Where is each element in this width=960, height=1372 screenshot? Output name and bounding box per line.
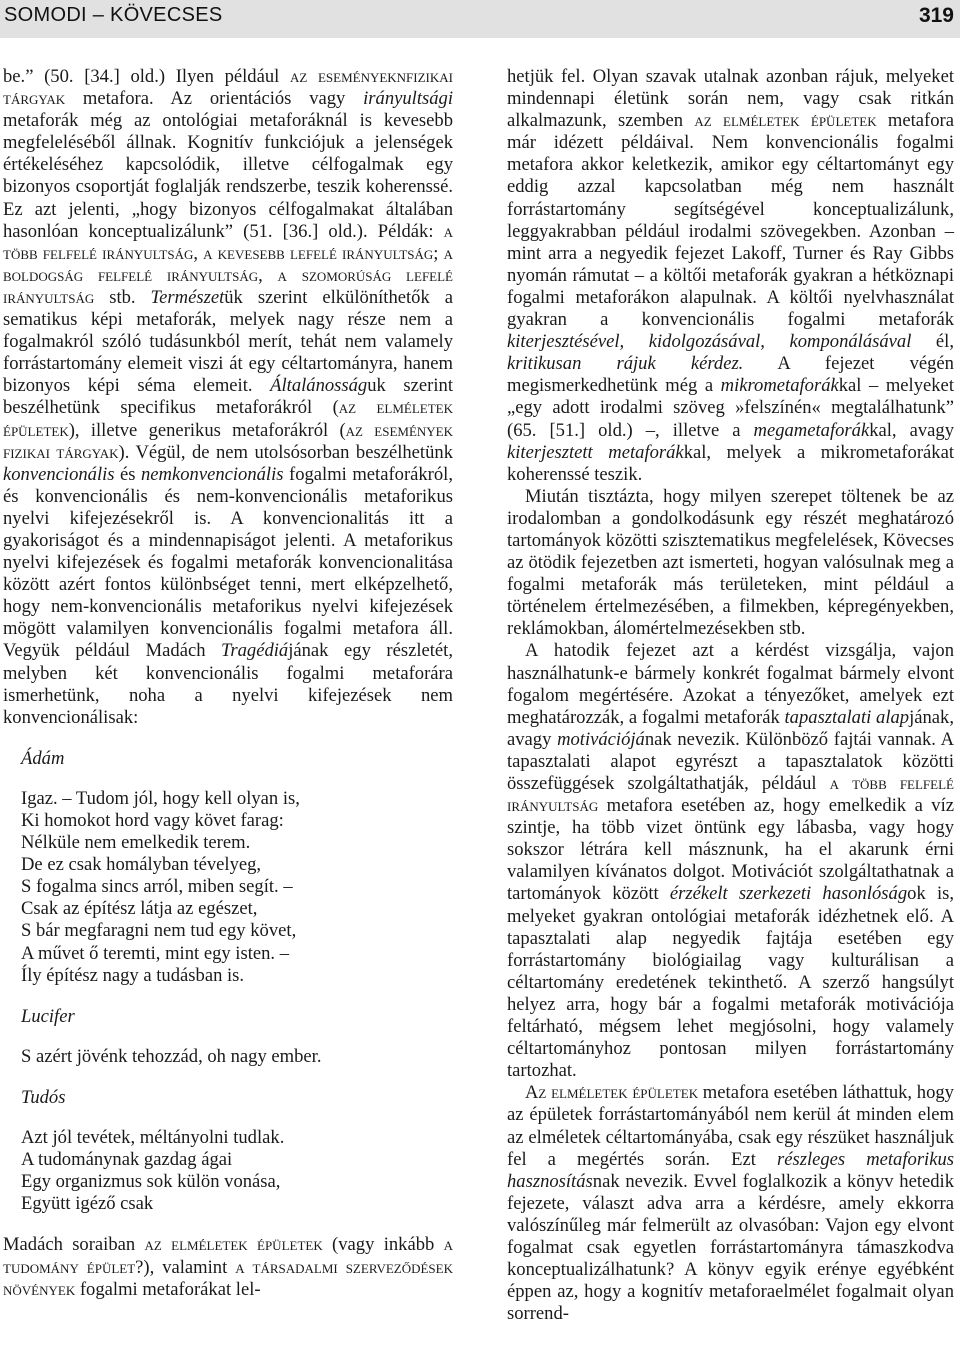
- text-run: és: [114, 463, 141, 485]
- text-run: ). Végül, de nem utolsósorban beszélhetünk: [118, 441, 453, 463]
- text-run: metafora. Az orientációs vagy: [65, 88, 364, 110]
- poem-line: Együtt igéző csak: [21, 1193, 154, 1215]
- small-caps-run: a több felfelé irányultság: [507, 773, 954, 817]
- italic-run: nemkonvencionális: [141, 463, 284, 485]
- paragraph: [3, 1234, 453, 1300]
- text-run: (vagy inkább: [322, 1234, 444, 1256]
- text-run: fogalmi metaforákat lel-: [75, 1278, 261, 1300]
- page-number: 319: [918, 4, 954, 27]
- poem-line: Nélküle nem emelkedik terem.: [21, 832, 251, 854]
- italic-run: mikrometaforák: [720, 375, 839, 397]
- italic-run: motivációjá: [557, 728, 645, 750]
- poem-line: S bár megfaragni nem tud egy követ,: [21, 920, 297, 942]
- text-run: nak nevezik. Különböző fajtái vannak. A tapasztalati alapot egyrészt a tapasztalatok közötti összefüggések szolgáltathatják, például: [507, 728, 955, 794]
- text-run: kal, avagy: [869, 419, 954, 441]
- italic-run: irányultsági: [363, 88, 453, 110]
- paragraph: [507, 1082, 954, 1325]
- small-caps-run: a több felfelé irányultság, a kevesebb lefelé irányultság; a boldogság felfelé irányultság, a szomorúság lefelé irányultság: [3, 220, 453, 308]
- text-run: jának egy részletét, melyben két konvencionális fogalmi metaforára ismerhetünk, noha a nyelvi kifejezések nem konvencionálisak:: [3, 640, 453, 728]
- running-head-authors: SOMODI – KÖVECSES: [4, 4, 223, 26]
- text-run: él,: [911, 331, 954, 353]
- text-run: metafora esetében láthattuk, hogy az épületek forrástartományából nem kerül át minden elem az elméletek céltartományába, csak egy részüket használjuk fel a megértés során. Ezt: [507, 1082, 954, 1170]
- poem-speaker: Lucifer: [21, 1005, 75, 1027]
- small-caps-run: az eseményeknfizikai tárgyak: [3, 66, 453, 110]
- text-run: stb.: [94, 286, 151, 308]
- poem-line: De ez csak homályban tévelyeg,: [21, 854, 262, 876]
- italic-run: Tragédiá: [221, 640, 289, 662]
- poem-line: Azt jól tevétek, méltányolni tudlak.: [21, 1127, 285, 1149]
- text-run: Miután tisztázta, hogy milyen szerepet töltenek be az irodalomban a gondolkodásunk egy részét meghatározó tartományok közötti szisztematikus megfelelések, Kövecses az ötödik fejezetben azt ismerteti, hogyan valósulnak meg a fogalmi metaforák más területeken, mint például a történelem értelmezésében, a filmekben, képregényekben, reklámokban, álomértelmezésekben stb.: [507, 485, 954, 640]
- poem-excerpt: [3, 748, 453, 1216]
- italic-run: kritikusan rájuk kérdez.: [507, 353, 744, 375]
- poem-line: S azért jövénk tehozzád, oh nagy ember.: [21, 1045, 322, 1067]
- text-run: fogalmi metaforákról, és konvencionális és nem-konvencionális metaforikus nyelvi kifejezésekről is. A konvencionalitás itt a gyakoriságot és a mindennapiságot jelenti. A metaforikus nyelvi kifejezések és fogalmi metaforák konvencionalitása között azért fontos különbséget tenni, mert elképzelhető, hogy nem-konvencionális metaforikus nyelvi kifejezések mögött valamilyen konvencionális fogalmi metafora áll. Vegyük például Madách: [3, 463, 453, 662]
- text-run: hetjük fel. Olyan szavak utalnak azonban rájuk, melyeket mindennapi életünk során nem, vagy csak ritkán alkalmazunk, szemben: [507, 66, 954, 132]
- poem-stanza: [3, 788, 453, 987]
- italic-run: Általánosság: [270, 375, 368, 397]
- italic-run: konvencionális: [3, 463, 115, 485]
- italic-run: kiterjesztett metaforák: [507, 441, 684, 463]
- poem-line: A művet ő teremti, mint egy isten. –: [21, 942, 290, 964]
- text-run: be.” (50. [34.] old.) Ilyen például: [3, 66, 290, 87]
- text-run: ük szerint elkülöníthetők a sematikus képi metaforák, melyek nagy része nem a fogalmakról szóló tudásunkból merít, tehát nem valamely forrástartomány elemeit viszi át egy céltartományra, hanem bizonyos képi séma elemeit.: [3, 286, 453, 397]
- poem-speaker: Tudós: [21, 1086, 66, 1108]
- text-run: jának, avagy: [507, 706, 955, 750]
- left-column: [3, 66, 453, 1301]
- text-run: ?), valamint: [135, 1256, 236, 1278]
- poem-line: Íly építész nagy a tudásban is.: [21, 964, 245, 986]
- italic-run: megametaforák: [753, 419, 870, 441]
- italic-run: részleges metaforikus hasznosítás: [507, 1148, 955, 1192]
- text-run: metafora már idézett példáival. Nem konvencionális fogalmi metafora akkor keletkezik, amikor egy céltartományt egy eddig azzal kapcsolatban még nem használt forrástartomány segítségével konceptualizálunk, leggyakrabban például irodalmi szövegekben. Azonban – mint arra a negyedik fejezet Lakoff, Turner és Ray Gibbs nyomán rámutat – a költői metaforák gyakran a hétköznapi fogalmi metaforákon alapulnak. A költői nyelvhasználat gyakran a konvencionális fogalmi metaforák: [507, 110, 954, 331]
- running-header: [0, 0, 960, 38]
- text-run: kal, melyek a mikrometaforákat koherenssé teszik.: [507, 441, 954, 485]
- right-column: [507, 66, 954, 1325]
- small-caps-run: a társadalmi szerveződések növények: [3, 1256, 453, 1300]
- text-run: kal – melyeket „egy adott irodalmi szöveg »felszínén« megtalálhatunk” (65. [51.] old.) –, illetve a: [507, 375, 954, 441]
- italic-run: érzékelt szerkezeti hasonlóság: [669, 883, 908, 905]
- paragraph: [507, 66, 954, 486]
- small-caps-run: az elméletek épületek: [144, 1234, 323, 1256]
- small-caps-run: Az elméletek épületek: [525, 1082, 699, 1104]
- text-run: metafora esetében az, hogy emelkedik a víz szintje, ha több vizet öntünk egy lábasba, vagy hogy sokszor létrára kell másznunk, ha el akarunk érni valamilyen kívánatos dolgot. Motivációt szolgáltathatnak a tartományok között: [507, 795, 954, 905]
- poem-line: Ki homokot hord vagy követ farag:: [21, 810, 284, 831]
- text-run: ok is, melyeket gyakran ontológiai metaforák idézhetnek elő. A tapasztalati alap negyedik fajtája esetében egy forrástartomány biológiailag vagy kulturálisan a céltartomány eredetének tekinthető. A szerző hangsúlyt helyez arra, hogy bár a fogalmi metaforák motivációja feltárható, mégsem lehet megjósolni, hogy valamely céltartományhoz pontosan milyen forrástartomány tartozhat.: [507, 883, 954, 1082]
- text-run: ), illetve generikus metaforákról (: [68, 419, 346, 441]
- text-run: A hatodik fejezet azt a kérdést vizsgálja, vajon használhatunk-e bármely konkrét fogalmat bármely elvont fogalom megértésére. Azokat a tényezőket, amelyek ezt meghatározzák, a fogalmi metaforák: [507, 640, 954, 728]
- poem-stanza: [3, 1046, 453, 1068]
- italic-run: tapasztalati alap: [784, 706, 910, 728]
- poem-line: A tudománynak gazdag ágai: [21, 1149, 233, 1171]
- small-caps-run: az elméletek épületek: [694, 110, 877, 132]
- small-caps-run: a tudomány épület: [3, 1234, 454, 1278]
- poem-line: Csak az építész látja az egészet,: [21, 898, 258, 920]
- poem-speaker: Ádám: [21, 747, 65, 769]
- text-run: A fejezet végén megismerkedhetünk még a: [507, 353, 954, 397]
- text-run: uk szerint beszélhetünk specifikus metaforákról (: [3, 375, 453, 419]
- text-run: Madách soraiban: [3, 1234, 145, 1256]
- paragraph: [3, 66, 453, 729]
- italic-run: kiterjesztésével, kidolgozásával, komponálásával: [507, 331, 912, 353]
- text-run: metaforák még az ontológiai metaforáknál is kevesebb megfeleléséből állnak. Kognitív funkciójuk a jelenségek értékeléséhez kapcsolódik, illetve célfogalmak egy bizonyos csoportját foglalják rendszerbe, teszik koherenssé. Ez azt jelenti, „hogy bizonyos célfogalmakat általában hasonlóan konceptualizálunk” (51. [36.] old.). Példák:: [3, 110, 453, 242]
- poem-stanza: [3, 1127, 453, 1215]
- small-caps-run: az elméletek épületek: [3, 397, 453, 441]
- poem-line: S fogalma sincs arról, miben segít. –: [21, 876, 293, 898]
- italic-run: Természet: [150, 286, 225, 308]
- text-run: nak nevezik. Evvel foglalkozik a könyv hetedik fejezete, választ adva arra a kérdésre, amely ekkorra valószínűleg már felmerült az olvasóban: Vajon egy elvont fogalmat csak egyetlen forrástartományra támaszkodva konceptualizálhatunk? A könyv egyik erénye egyébként éppen az, hogy a kognitív metaforaelmélet fogalmait olyan sorrend-: [507, 1170, 954, 1325]
- paragraph: [507, 486, 954, 641]
- paragraph: [507, 640, 954, 1082]
- small-caps-run: az események fizikai tárgyak: [3, 419, 453, 463]
- poem-line: Egy organizmus sok külön vonása,: [21, 1171, 281, 1193]
- poem-line: Igaz. – Tudom jól, hogy kell olyan is,: [21, 787, 300, 809]
